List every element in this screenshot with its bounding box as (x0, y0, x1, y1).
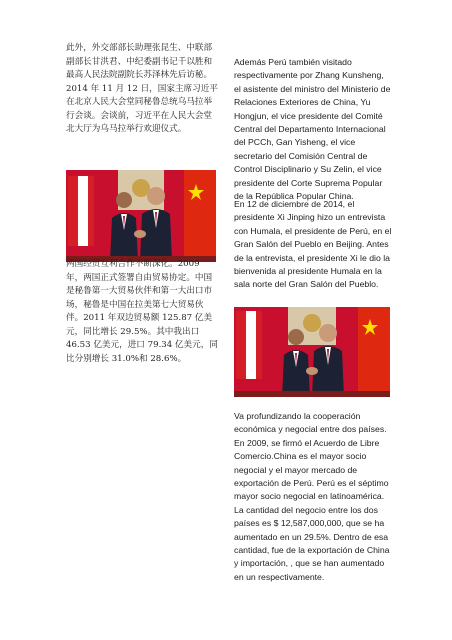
chinese-text-column-2 (66, 258, 218, 366)
es-paragraph-3: Va profundizando la cooperación económica y negocial entre dos países. En 2009, se firmó el Acuerdo de Libre Comercio.China es el mayor socio negocial y el mayor mercado de exportación de Perú. Perú es el séptimo mayor socio negocial en latinoamérica. La cantidad del negocio entre los dos países es $ 12,587,000,000, que se ha aumentado en un 29.5%. Dentro de esa cantidad, fue de la exportación de China y importación, , que se han aumentado en un respectivamente. (234, 411, 390, 582)
meeting-photo-left (66, 170, 216, 262)
meeting-photo-right (234, 307, 390, 397)
es-paragraph-2: En 12 de diciembre de 2014, el presidente Xi Jinping hizo un entrevista con Humala, el presidente de Perú, en el Gran Salón del Pueblo en Beijing. Antes de la entrevista, el presidente Xi le dio la bienvenida al presidente Humala en la sala norte del Gran Salón del Pueblo. (234, 199, 392, 290)
zh-paragraph-1: 此外，外交部部长助理张昆生、中联部副部长甘洪君、中纪委副书记千以胜和最高人民法院副院长苏泽林先后访秘。 (66, 43, 213, 80)
spanish-text-column-2 (234, 198, 392, 292)
zh-paragraph-2: 2014 年 11 月 12 日，国家主席习近平在北京人民大会堂同秘鲁总统乌马拉举行会谈。会谈前，习近平在人民大会堂北大厅为乌马拉举行欢迎仪式。 (66, 83, 218, 134)
es-paragraph-1: Además Perú también visitado respectivamente por Zhang Kunsheng, el asistente del ministro del Ministerio de Relaciones Exteriores de China, Yu Hongjun, el vice presidente del Comité Central del Departamento Internacional del PCCh, Gan Yisheng, el vice secretario del Comisión Central de Control Disciplinario y Su Zelin, el vice presidente del Corte Suprema Popular de la República Popular China. (234, 57, 391, 202)
spanish-text-column-3 (234, 410, 392, 584)
spanish-text-column (234, 56, 392, 203)
zh-paragraph-3: 两国经贸互利合作不断深化。2009 年，两国正式签署自由贸易协定。中国是秘鲁第一大贸易伙伴和第一大出口市场，秘鲁是中国在拉美第七大贸易伙伴。2011 年双边贸易额 125.87 亿美元，同比增长 29.5%。其中我出口 46.53 亿美元，进口 79.34 亿美元，同比分别增长 31.0%和 28.6%。 (66, 259, 218, 364)
chinese-text-column (66, 42, 218, 137)
